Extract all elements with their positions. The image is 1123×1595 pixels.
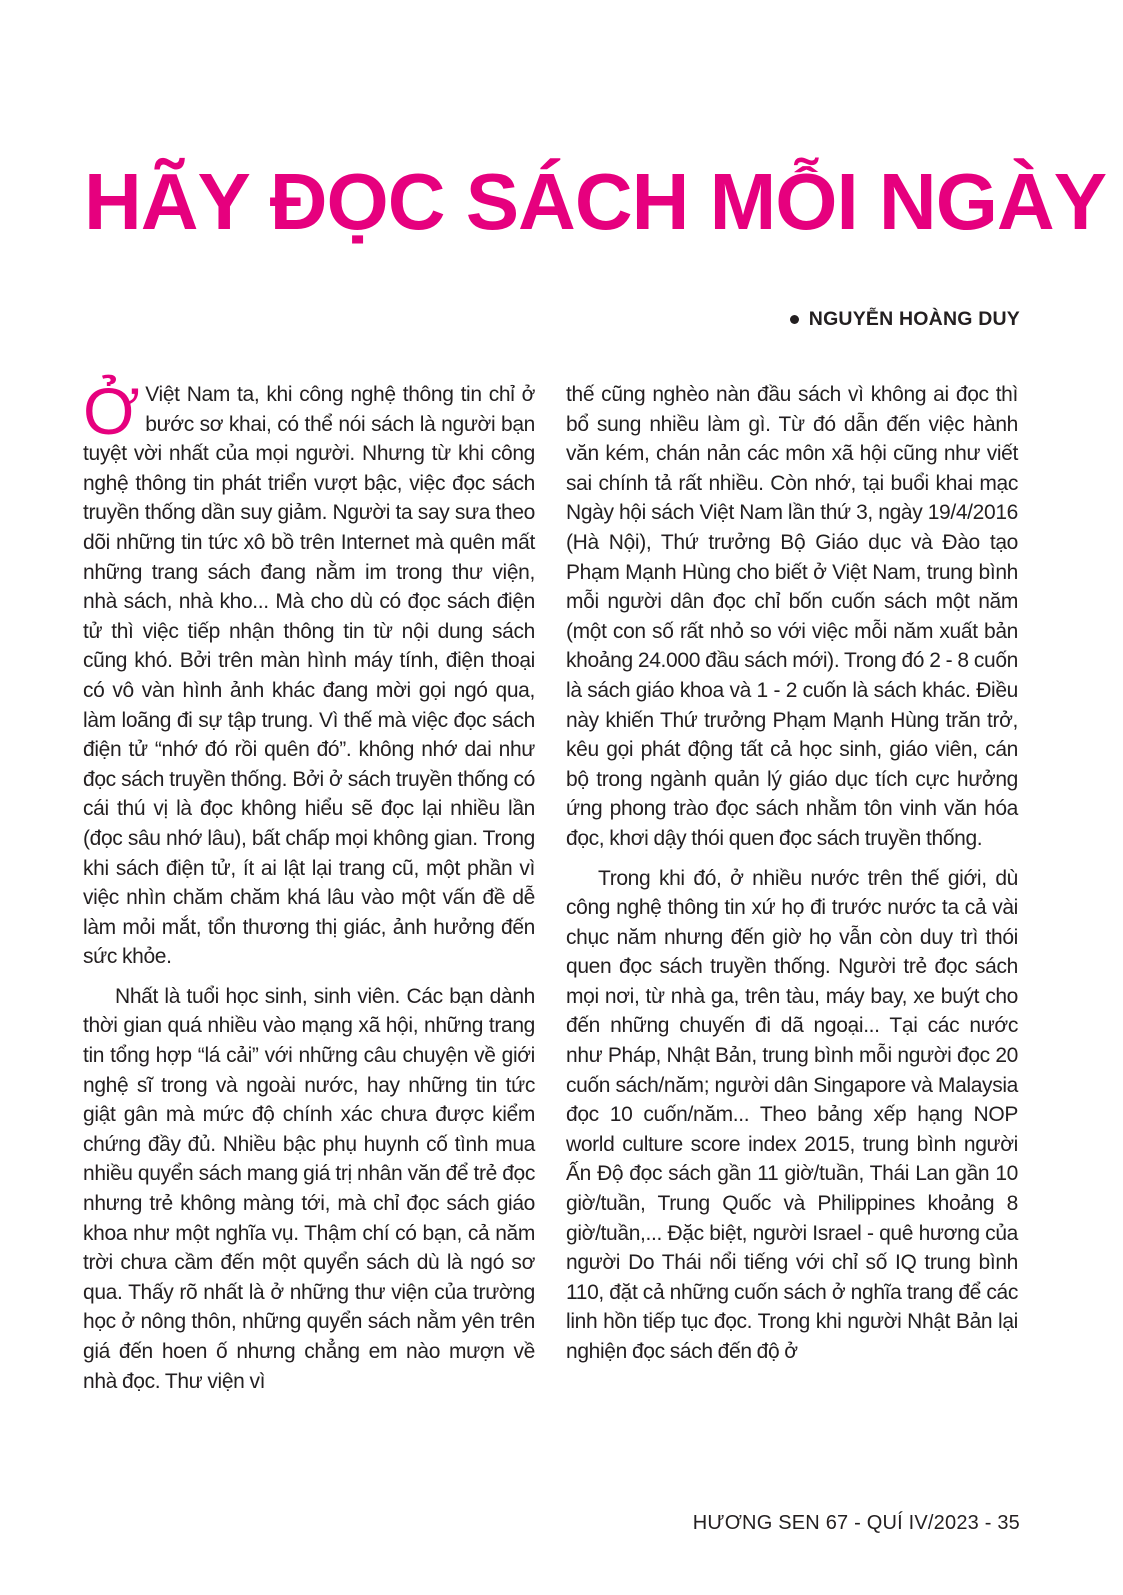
author-byline [790, 308, 1020, 331]
bullet-icon [790, 315, 799, 324]
author-name: NGUYỄN HOÀNG DUY [808, 308, 1020, 330]
article-paragraph: Trong khi đó, ở nhiều nước trên thế giới, dù công nghệ thông tin xứ họ đi trước nước ta cả vài chục năm nhưng đến giờ họ vẫn còn duy trì thói quen đọc sách truyền thống. Người trẻ đọc sách mọi nơi, từ nhà ga, trên tàu, máy bay, xe buýt cho đến những chuyến đi dã ngoại... Tại các nước như Pháp, Nhật Bản, trung bình mỗi người đọc 20 cuốn sách/năm; người dân Singapore và Malaysia đọc 10 cuốn/năm... Theo bảng xếp hạng NOP world culture score index 2015, trung bình người Ấn Độ đọc sách gần 11 giờ/tuần, Thái Lan gần 10 giờ/tuần, Trung Quốc và Philippines khoảng 8 giờ/tuần,... Đặc biệt, người Israel - quê hương của người Do Thái nổi tiếng với chỉ số IQ trung bình 110, đặt cả những cuốn sách ở nghĩa trang để các linh hồn tiếp tục đọc. Trong khi người Nhật Bản lại nghiện đọc sách đến độ ở [566, 866, 1018, 1363]
article-column-left [83, 374, 535, 1406]
article-paragraph: thế cũng nghèo nàn đầu sách vì không ai đọc thì bổ sung nhiều làm gì. Từ đó dẫn đến việc hành văn kém, chán nản các môn xã hội cũng như viết sai chính tả rất nhiều. Còn nhớ, tại buổi khai mạc Ngày hội sách Việt Nam lần thứ 3, ngày 19/4/2016 (Hà Nội), Thứ trưởng Bộ Giáo dục và Đào tạo Phạm Mạnh Hùng cho biết ở Việt Nam, trung bình mỗi người dân đọc chỉ bốn cuốn sách một năm (một con số rất nhỏ so với việc mỗi năm xuất bản khoảng 24.000 đầu sách mới). Trong đó 2 - 8 cuốn là sách giáo khoa và 1 - 2 cuốn là sách khác. Điều này khiến Thứ trưởng Phạm Mạnh Hùng trăn trở, kêu gọi phát động tất cả học sinh, giáo viên, cán bộ trong ngành quản lý giáo dục tích cực hưởng ứng phong trào đọc sách nhằm tôn vinh văn hóa đọc, khơi dậy thói quen đọc sách truyền thống. [566, 383, 1018, 850]
article-paragraph: Nhất là tuổi học sinh, sinh viên. Các bạn dành thời gian quá nhiều vào mạng xã hội, những trang tin tổng hợp “lá cải” với những câu chuyện về giới nghệ sĩ trong và ngoài nước, hay những tin tức giật gân mà mức độ chính xác chưa được kiểm chứng đầy đủ. Nhiều bậc phụ huynh cố tình mua nhiều quyển sách mang giá trị nhân văn để trẻ đọc nhưng trẻ không màng tới, mà chỉ đọc sách giáo khoa như một nghĩa vụ. Thậm chí có bạn, cả năm trời chưa cầm đến một quyển sách dù là ngó sơ qua. Thấy rõ nhất là ở những thư viện của trường học ở nông thôn, những quyển sách nằm yên trên giá đến hoen ố nhưng chẳng em nào mượn về nhà đọc. Thư viện vì [83, 984, 535, 1393]
article-title: HÃY ĐỌC SÁCH MỖI NGÀY [84, 157, 1107, 246]
article-paragraph [83, 374, 535, 972]
paragraph-text: Việt Nam ta, khi công nghệ thông tin chỉ ở bước sơ khai, có thể nói sách là người bạn tuyệt vời nhất của mọi người. Nhưng từ khi công nghệ thông tin phát triển vượt bậc, việc đọc sách truyền thống dần suy giảm. Người ta say sưa theo dõi những tin tức xô bồ trên Internet mà quên mất những trang sách đang nằm im trong thư viện, nhà sách, nhà kho... Mà cho dù có đọc sách điện tử thì việc tiếp nhận thông tin từ nội dung sách cũng khó. Bởi trên màn hình máy tính, điện thoại có vô vàn hình ảnh khác đang mời gọi ngó qua, làm loãng đi sự tập trung. Vì thế mà việc đọc sách điện tử “nhớ đó rồi quên đó”. không nhớ dai như đọc sách truyền thống. Bởi ở sách truyền thống có cái thú vị là đọc không hiểu sẽ đọc lại nhiều lần (đọc sâu nhớ lâu), bất chấp mọi không gian. Trong khi sách điện tử, ít ai lật lại trang cũ, một phần vì việc nhìn chăm chăm khá lâu vào một vấn đề dễ làm mỏi mắt, tổn thương thị giác, ảnh hưởng đến sức khỏe. [83, 383, 535, 969]
page-footer: HƯƠNG SEN 67 - QUÍ IV/2023 - 35 [692, 1512, 1020, 1534]
article-column-right [566, 380, 1018, 1377]
drop-cap: Ở [83, 374, 140, 448]
